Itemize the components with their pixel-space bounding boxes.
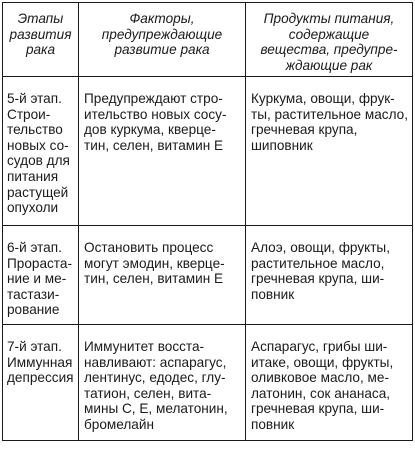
- table-row: [3, 324, 413, 440]
- products-cell: Куркума, овощи, фрук- ты, растительное масло, гречневая крупа, шиповник: [246, 77, 413, 226]
- products-cell: Аспарагус, грибы ши- итаке, овощи, фрукты, оливковое масло, ме- латонин, сок ананаса, гречневая крупа, ши- повник: [246, 324, 413, 440]
- table-row: [3, 77, 413, 226]
- stage-cell: 7-й этап. Иммунная депрессия: [3, 324, 79, 440]
- stage-cell: 5-й этап. Строи- тельство новых со- судов для питания растущей опухоли: [3, 77, 79, 226]
- header-products: Продукты питания, содержащие вещества, предупре- ждающие рак: [246, 3, 413, 77]
- header-factors: Факторы, предупреждающие развитие рака: [79, 3, 246, 77]
- factors-cell: Предупреждают стро- ительство новых сосу- дов куркума, кверце- тин, селен, витамин Е: [79, 77, 246, 226]
- cancer-stages-table: [2, 2, 413, 441]
- table-row: [3, 226, 413, 325]
- table-header-row: [3, 3, 413, 77]
- stage-cell: 6-й этап. Прораста- ние и ме- тастази- рование: [3, 226, 79, 325]
- products-cell: Алоэ, овощи, фрукты, растительное масло, гречневая крупа, ши- повник: [246, 226, 413, 325]
- factors-cell: Иммунитет восста- навливают: аспарагус, лентинус, едодес, глу- татион, селен, вита- мины С, Е, мелатонин, бромелайн: [79, 324, 246, 440]
- factors-cell: Остановить процесс могут эмодин, кверце- тин, селен, витамин Е: [79, 226, 246, 325]
- header-stages: Этапы развития рака: [3, 3, 79, 77]
